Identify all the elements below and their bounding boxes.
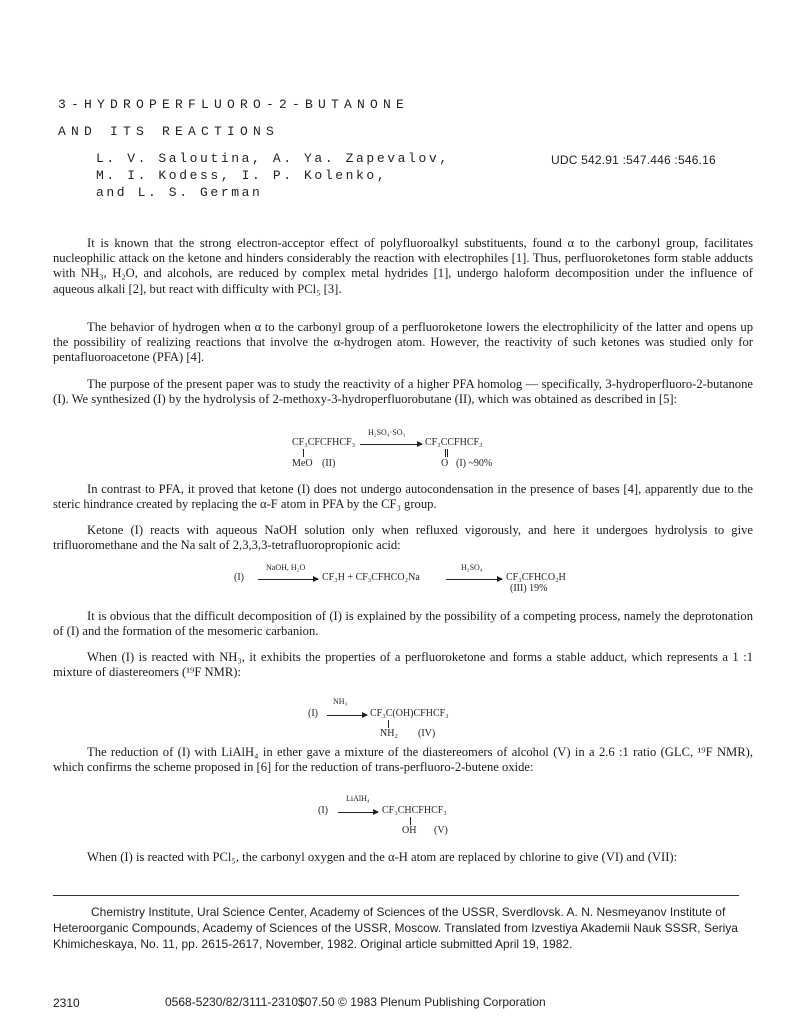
author-line-1: L. V. Saloutina, A. Ya. Zapevalov, xyxy=(96,151,450,166)
scheme-2-product-label: (III) 19% xyxy=(510,583,548,594)
scheme-2-reagent-2: H₂SO₄ xyxy=(461,563,483,572)
scheme-1-carbonyl-bond xyxy=(445,449,448,457)
author-list xyxy=(96,150,450,201)
paragraph-4 xyxy=(53,482,753,512)
paragraph-1 xyxy=(53,236,753,297)
scheme-1-product: CF₃CCFHCF₃ xyxy=(425,437,483,448)
scheme-1-product-label: (I) ~90% xyxy=(456,458,493,469)
paragraph-1-text: It is known that the strong electron-acceptor effect of polyfluoroalkyl substituents, found α to the carbonyl group, facilitates nucleophilic attack on the ketone and hinders considerably the reaction with electrophiles [1]. Thus, perfluoroketones form stable adducts with NH₃, H₂O, and alcohols, are reduced by complex metal hydrides [1], undergo haloform decomposition under the influence of aqueous alkali [2], but react with difficulty with PCl₅ [3]. xyxy=(53,236,753,296)
paragraph-6-text: It is obvious that the difficult decomposition of (I) is explained by the possibility of a competing process, namely the deprotonation of (I) and the formation of the mesomeric carbanion. xyxy=(53,609,753,639)
author-line-3: and L. S. German xyxy=(96,185,263,200)
paragraph-6 xyxy=(53,609,753,639)
paragraph-2 xyxy=(53,320,753,366)
scheme-2-arrow-2 xyxy=(446,579,502,580)
footnote xyxy=(53,904,739,952)
paragraph-4-text: In contrast to PFA, it proved that ketone (I) does not undergo autocondensation in the presence of bases [4], apparently due to the steric hindrance created by replacing the α-F atom in PFA by the CF₃ group. xyxy=(53,482,753,512)
scheme-1-reagent: H₂SO₄·SO₃ xyxy=(368,428,406,437)
scheme-1-product-substituent: O xyxy=(441,458,449,469)
scheme-4-product: CF₃CHCFHCF₃ xyxy=(382,805,447,816)
paragraph-8 xyxy=(53,745,753,775)
paragraph-5-text: Ketone (I) reacts with aqueous NaOH solution only when refluxed vigorously, and here it undergoes hydrolysis to give trifluoromethane and the Na salt of 2,3,3,3-tetrafluoropropionic acid: xyxy=(53,523,753,553)
paragraph-7-text: When (I) is reacted with NH₃, it exhibits the properties of a perfluoroketone and forms a stable adduct, which represents a 1 :1 mixture of diastereomers (¹⁹F NMR): xyxy=(53,650,753,680)
scheme-4-product-substituent: OH xyxy=(402,825,417,836)
page-number: 2310 xyxy=(53,996,80,1010)
scheme-1-bond xyxy=(303,449,304,457)
scheme-3-arrow xyxy=(327,715,367,716)
scheme-2-middle: CF₃H + CF₃CFHCO₂Na xyxy=(322,572,420,583)
paragraph-3 xyxy=(53,377,753,407)
scheme-4-arrow xyxy=(338,812,378,813)
scheme-3-bond xyxy=(388,720,389,728)
udc-code: UDC 542.91 :547.446 :546.16 xyxy=(551,153,716,167)
scheme-3-product: CF₃C(OH)CFHCF₃ xyxy=(370,708,449,719)
scheme-1-reactant-substituent: MeO xyxy=(292,458,313,469)
scheme-1-reactant-label: (II) xyxy=(322,458,336,469)
paragraph-9 xyxy=(53,850,753,865)
author-line-2: M. I. Kodess, I. P. Kolenko, xyxy=(96,168,388,183)
scheme-3-product-label: (IV) xyxy=(418,728,436,739)
scheme-4-reagent: LiAlH₄ xyxy=(346,794,370,803)
footnote-text: Chemistry Institute, Ural Science Center, Academy of Sciences of the USSR, Sverdlovsk. A. N. Nesmeyanov Institute of Heteroorganic Compounds, Academy of Sciences of the USSR, Moscow. Translated from Izvestiya Akademii Nauk SSSR, Seriya Khimicheskaya, No. 11, pp. 2615-2617, November, 1982. Original article submitted April 19, 1982. xyxy=(53,905,738,951)
footnote-divider xyxy=(53,895,739,896)
paragraph-5 xyxy=(53,523,753,553)
scheme-2-product: CF₃CFHCO₂H xyxy=(506,572,566,583)
scheme-3-reagent: NH₃ xyxy=(333,697,348,706)
scheme-4-product-label: (V) xyxy=(434,825,448,836)
scheme-4-start: (I) xyxy=(318,805,328,816)
scheme-2-reagent-1: NaOH, H₂O xyxy=(266,563,306,572)
scheme-4-bond xyxy=(410,817,411,825)
scheme-3-start: (I) xyxy=(308,708,318,719)
paragraph-7 xyxy=(53,650,753,680)
paragraph-8-text: The reduction of (I) with LiAlH₄ in ether gave a mixture of the diastereomers of alcohol (V) in a 2.6 :1 ratio (GLC, ¹⁹F NMR), which confirms the scheme proposed in [6] for the reduction of trans-perfluoro-2-butene oxide: xyxy=(53,745,753,775)
scheme-2-arrow-1 xyxy=(258,579,318,580)
paragraph-2-text: The behavior of hydrogen when α to the carbonyl group of a perfluoroketone lowers the electrophilicity of the latter and opens up the possibility of realizing reactions that involve the α-hydrogen atom. However, the reactivity of such ketones was studied only for pentafluoroacetone (PFA) [4]. xyxy=(53,320,753,365)
scheme-2-start: (I) xyxy=(234,572,244,583)
scheme-1-reactant: CF₃CFCFHCF₃ xyxy=(292,437,356,448)
article-title-line-2: AND ITS REACTIONS xyxy=(58,124,280,139)
scheme-3-product-substituent: NH₂ xyxy=(380,728,398,739)
publisher-line: 0568-5230/82/3111-2310$07.50 © 1983 Plenum Publishing Corporation xyxy=(165,995,546,1009)
paragraph-9-text: When (I) is reacted with PCl₅, the carbonyl oxygen and the α-H atom are replaced by chlorine to give (VI) and (VII): xyxy=(87,850,678,864)
scheme-1-arrow xyxy=(360,444,422,445)
article-title-line-1: 3-HYDROPERFLUORO-2-BUTANONE xyxy=(58,97,410,112)
paragraph-3-text: The purpose of the present paper was to study the reactivity of a higher PFA homolog — specifically, 3-hydroperfluoro-2-butanone (I). We synthesized (I) by the hydrolysis of 2-methoxy-3-hydroperfluorobutane (II), which was obtained as described in [5]: xyxy=(53,377,753,407)
